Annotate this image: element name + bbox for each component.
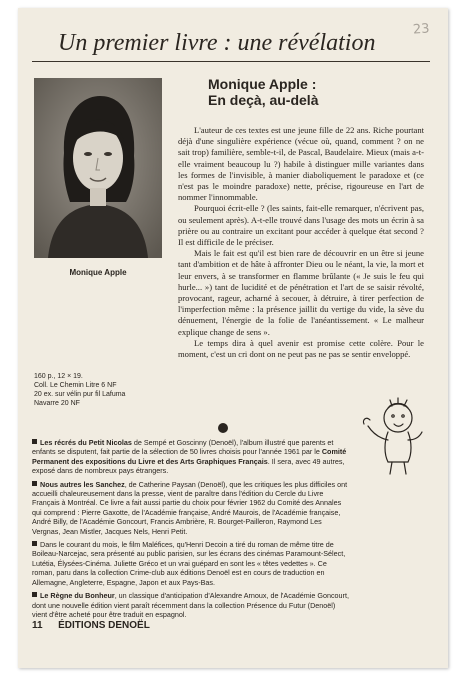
book-info-line: Navarre 20 NF (34, 400, 80, 407)
handwritten-page-number: 23 (412, 21, 431, 38)
footer-page-number: 11 (32, 620, 43, 631)
article-body (178, 125, 424, 360)
book-info-line: 160 p., 12 × 19. (34, 373, 83, 380)
footer-publisher: ÉDITIONS DENOËL (58, 620, 150, 631)
news-note: Les récrés du Petit Nicolas de Sempé et Goscinny (Denoël), l'album illustré que parents et enfants se disputent, fait partie de la sélection de 50 livres choisis pour l'année 1961 par le Comité Permanent des expositions du Livre et des Arts Graphiques Français. Il sera, avec 49 autres, exposé dans de nombreux pays étrangers. (32, 438, 347, 476)
bullet-ornament (218, 423, 228, 433)
article-paragraph: Mais le fait est qu'il est bien rare de découvrir en un être si jeune tant d'ambition et de hâte à affronter Dieu ou le néant, la vie, la mort et leur envers, à se transformer en flamme brûlante (« Je suis le feu qui hurle... ») tant de lucidité et de pénétration et l'art de se saisir révolté, provocant, rageur, acharné à secouer, à détruire, à tirer perfection de l'imperfection même : la présence jaillit du vertige du vide, la sève du dénuement, l'énergie de la folie de l'anéantissement. « Le malheur explique change de sens ». (178, 248, 424, 337)
page-headline: Un premier livre : une révélation (58, 30, 376, 56)
book-info-line: 20 ex. sur vélin pur fil Lafuma (34, 391, 126, 398)
square-bullet-icon (32, 592, 37, 597)
author-portrait-photo (34, 78, 162, 258)
news-notes (32, 438, 350, 623)
book-info-line: Coll. Le Chemin Litre 6 NF (34, 382, 117, 389)
square-bullet-icon (32, 481, 37, 486)
square-bullet-icon (32, 541, 37, 546)
article-paragraph: Pourquoi écrit-elle ? (les saints, fait-elle remarquer, n'écrivent pas, ou seulement après). A-t-elle trouvé dans l'usage des mots un écrin à sa prière ou au contraire un excitant pour accéder à quelque état second ? Il est difficile de le préciser. (178, 203, 424, 248)
article-paragraph: L'auteur de ces textes est une jeune fille de 22 ans. Riche pourtant déjà d'une singulière expérience (vécue où, quand, comment ? on ne sait trop) familière, semble-t-il, de Pascal, Baudelaire. Mieux (mais a-t-elle vraiment beaucoup lu ?) habile à distinguer mille variantes dans les formes de l'invisible, à manier diaboliquement le paradoxe et (ce n'est pas le moindre paradoxe) nette, précise, rigoureuse en l'art de nommer l'innommable. (178, 125, 424, 203)
article-title-line-1: Monique Apple : (208, 76, 317, 92)
magazine-page (18, 8, 448, 668)
news-note: Dans le courant du mois, le film Maléfices, qu'Henri Decoin a tiré du roman de même titre de Boileau-Narcejac, sera présenté au public parisien, sur les écrans des cinémas Paramount-Sélect, Lutétia, Élysées-Cinéma. Juliette Gréco et un vrai guépard en sont les « têtes vedettes ». Ce roman, paru dans la collection Crime-club aux éditions Denoël est en cours de traduction en Allemagne, Angleterre, Espagne, Japon et aux Pays-Bas. (32, 540, 346, 587)
article-paragraph: Le temps dira à quel avenir est promise cette colère. Pour le moment, c'est un cri dont on ne peut pas ne pas se sentir enveloppé. (178, 337, 424, 360)
news-note: Le Règne du Bonheur, un classique d'anticipation d'Alexandre Arnoux, de l'Académie Goncourt, dont une nouvelle édition vient paraît récemment dans la collection Présence du Futur (Denoël) vient d'être acheté pour être traduit en espagnol. (32, 591, 349, 619)
news-note: Nous autres les Sanchez, de Catherine Paysan (Denoël), que les critiques les plus difficiles ont accueilli chaleureusement dans la presse, vient de paraître dans l'édition du Cercle du Livre Français à Montréal. Ce livre a fait aussi partie du choix pour février 1962 du Comité des Annales qui comprend : Pierre Gaxotte, de l'Académie française, André Maurois, de l'Académie française, André Billy, de l'Académie Goncourt, Francis Ambrière, R. Bourget-Pailleron, Raymond Les Vergnas, Jean Mistler, Jacques Nels, Henri Petit. (32, 479, 348, 536)
book-info (34, 372, 164, 408)
page-footer (32, 620, 150, 631)
portrait-illustration (34, 78, 162, 258)
headline-rule (32, 61, 430, 62)
photo-caption: Monique Apple (69, 268, 127, 277)
article-title (208, 76, 430, 108)
petit-nicolas-sketch-icon (358, 396, 428, 476)
article-title-line-2: En deçà, au-delà (208, 92, 319, 108)
square-bullet-icon (32, 439, 37, 444)
